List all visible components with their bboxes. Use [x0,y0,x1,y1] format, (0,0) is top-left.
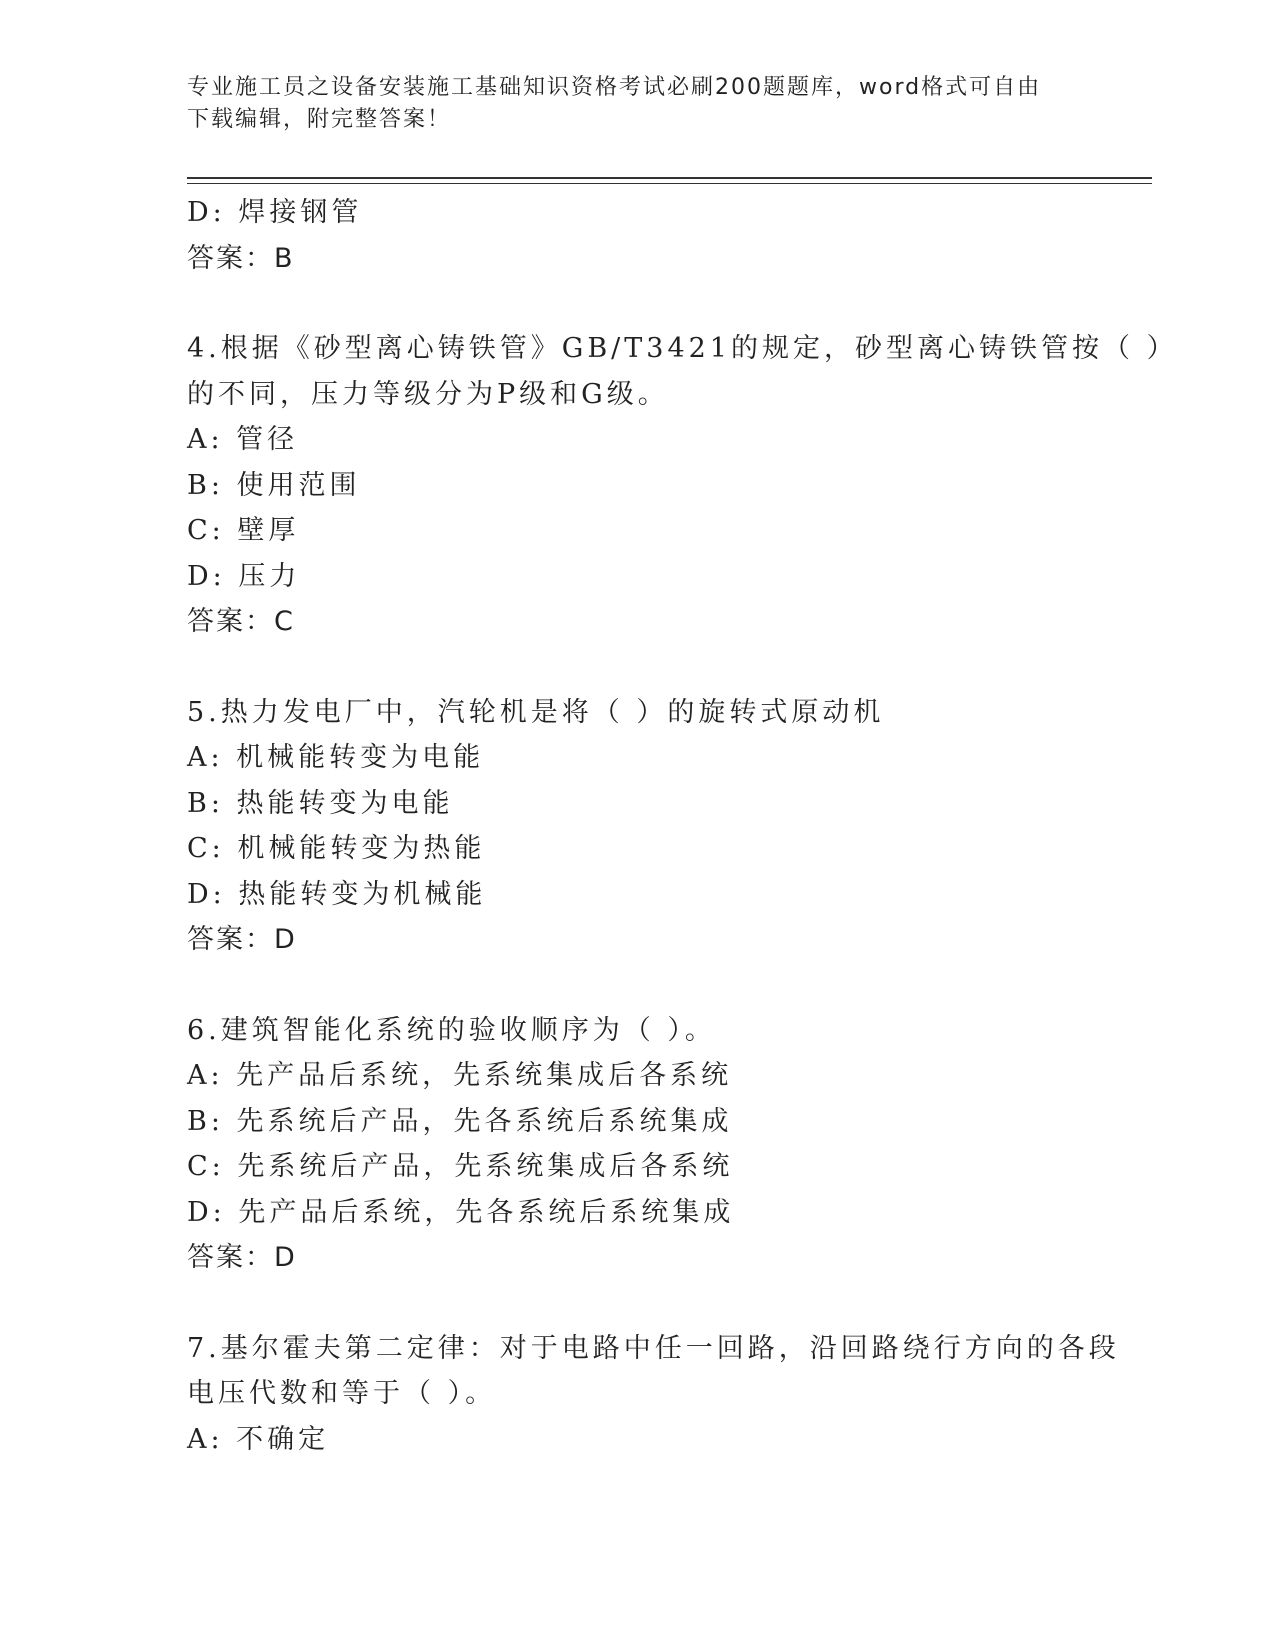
question-7 [187,1326,1120,1463]
option-a: A: 机械能转变为电能 [187,742,485,773]
question-stem: 的不同，压力等级分为P级和G级。 [187,378,669,410]
option-d: D: 热能转变为机械能 [187,878,487,910]
question-fragment [187,190,1087,281]
question-list [187,190,1178,1462]
option-d: D: 压力 [187,560,301,592]
option-a: A: 先产品后系统，先系统集成后各系统 [187,1060,733,1091]
question-stem: 6.建筑智能化系统的验收顺序为（ ）。 [187,1014,716,1046]
option-c: C: 先系统后产品，先系统集成后各系统 [187,1151,734,1182]
header-rule-thick [187,177,1152,179]
option-b: B: 先系统后产品，先各系统后系统集成 [187,1105,733,1137]
option-a: A: 不确定 [187,1423,330,1455]
header-line-2: 下载编辑，附完整答案！ [187,107,452,132]
question-6 [187,1008,1087,1281]
option-b: B: 热能转变为电能 [187,787,454,819]
question-stem: 电压代数和等于（ ）。 [187,1378,497,1409]
question-5 [187,690,1087,963]
option-d: D: 焊接钢管 [187,197,363,228]
header-rule-thin [187,183,1152,184]
answer-line: 答案：C [187,606,295,637]
answer-line: 答案：D [187,1242,297,1273]
option-c: C: 机械能转变为热能 [187,833,486,864]
answer-line: 答案：D [187,924,297,955]
option-c: C: 壁厚 [187,515,300,546]
option-d: D: 先产品后系统，先各系统后系统集成 [187,1196,735,1228]
option-b: B: 使用范围 [187,469,361,501]
question-stem: 4.根据《砂型离心铸铁管》GB/T3421的规定，砂型离心铸铁管按（ ） [187,333,1178,364]
question-stem: 5.热力发电厂中，汽轮机是将（ ）的旋转式原动机 [187,696,885,728]
header-line-1: 专业施工员之设备安装施工基础知识资格考试必刷200题题库，word格式可自由 [187,75,1042,100]
question-4 [187,326,1178,645]
document-header [187,72,1087,136]
answer-line: 答案：B [187,242,295,274]
option-a: A: 管径 [187,424,299,455]
question-stem: 7.基尔霍夫第二定律：对于电路中任一回路，沿回路绕行方向的各段 [187,1332,1120,1364]
